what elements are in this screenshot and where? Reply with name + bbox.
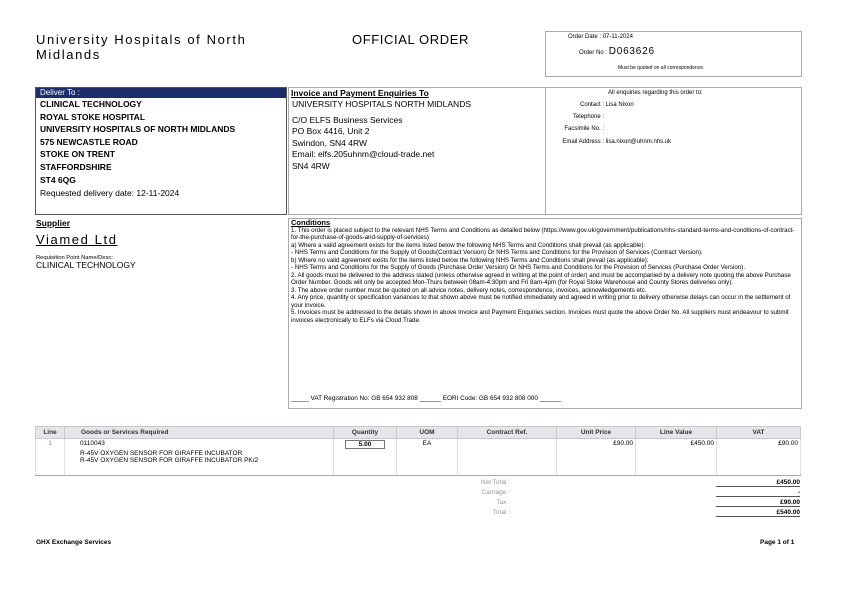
- col-vat: VAT: [717, 427, 801, 439]
- telephone-label: Telephone :: [572, 114, 604, 120]
- contact-label: Contact :: [579, 102, 604, 108]
- organisation-name: [36, 32, 246, 62]
- col-unit-price: Unit Price: [557, 427, 636, 439]
- order-date-label: Order Date :: [568, 34, 602, 40]
- fax-label: Facsimile No. :: [564, 126, 604, 132]
- table-header-row: [36, 427, 801, 439]
- contact-name: Lisa Nixon: [605, 102, 634, 108]
- table-row: [36, 439, 801, 476]
- org-line-2: Midlands: [36, 47, 101, 62]
- invoice-email: Email: elfs.205uhnm@cloud-trade.net: [292, 149, 435, 159]
- supplier-name: Viamed Ltd: [36, 232, 118, 247]
- order-number: D063626: [608, 46, 655, 57]
- conditions-heading: Conditions: [291, 218, 331, 227]
- line-value: £450.00: [636, 439, 717, 476]
- contract-ref-value: [458, 439, 557, 476]
- contact-box: [545, 87, 802, 215]
- invoice-line: Swindon, SN4 4RW: [292, 137, 367, 148]
- col-contract-ref: Contract Ref.: [458, 427, 557, 439]
- requisition-label: Requisition Point Name/Desc:: [36, 255, 114, 261]
- supplier-heading: Supplier: [36, 218, 71, 228]
- email-label: Email Address :: [562, 139, 604, 145]
- uom-value: EA: [397, 439, 458, 476]
- deliver-line: CLINICAL TECHNOLOGY: [40, 99, 142, 109]
- deliver-heading: Deliver To :: [36, 88, 286, 98]
- invoice-box: [288, 87, 546, 215]
- order-no-label: Order No :: [579, 50, 608, 56]
- conditions-box: [288, 218, 802, 409]
- deliver-line: STAFFORDSHIRE: [40, 161, 112, 172]
- invoice-line: UNIVERSITY HOSPITALS NORTH MIDLANDS: [292, 99, 472, 109]
- deliver-line: ST4 6QG: [40, 174, 76, 185]
- tax-label: Tax :: [496, 499, 510, 506]
- deliver-line: 575 NEWCASTLE ROAD: [40, 136, 138, 147]
- deliver-line: STOKE ON TRENT: [40, 149, 115, 160]
- item-description: R-45V OXYGEN SENSOR FOR GIRAFFE INCUBATOR: [80, 450, 243, 457]
- order-lines-table: [35, 426, 801, 476]
- quantity-cell: [334, 439, 397, 476]
- goods-cell: [65, 439, 334, 476]
- deliver-line: ROYAL STOKE HOSPITAL: [40, 111, 146, 122]
- footer-provider: GHX Exchange Services: [36, 539, 112, 546]
- document-title: OFFICIAL ORDER: [352, 32, 469, 47]
- requested-delivery-date: Requested delivery date: 12-11-2024: [40, 188, 180, 199]
- total-value: £540.00: [716, 509, 800, 517]
- col-goods: Goods or Services Required: [65, 427, 334, 439]
- line-number: 1: [36, 439, 65, 476]
- requisition-value: CLINICAL TECHNOLOGY: [36, 260, 136, 270]
- conditions-text: 1. This order is placed subject to the relevant NHS Terms and Conditions as detailed below (https://www.gov.uk/government/publications/nhs-standard-terms-and-conditions-of-contract-for-the-purchase-of-goods-and-supply-of-services) a) Where a valid agreement exists for the items listed below the following NHS Terms and Conditions shall prevail (as applicable): - NHS Terms and Conditions for the Supply of Goods(Contract Version) Or NHS Terms and Conditions for the Provision of Services (Contract Version). b) Where no valid agreement exists for the items listed below the following NHS Terms and Conditions shall prevail (as applicable): - NHS Terms and Conditions for the Supply of Goods (Purchase Order Version) Or NHS Terms and Conditions for the Provision of Services (Purchase Order Version). 2. All goods must be delivered to the address stated (unless otherwise agreed in writing at the point of order) and must be accompanied by a delivery note quoting the above Purchase Order Number. Goods will only be accepted Mon-Thurs between 08am-4:30pm and Fri 8am-4pm (for Royal Stoke Warehouse and County Stores deliveries only). 3. The above order number must be quoted on all advice notes, delivery notes, correspondence, invoices, acknowledgements etc. 4. Any price, quantity or specification variances to that shown above must be notified immediately and agreed in writing prior to delivery otherwise delays can occur in the settlement of your invoice. 5. Invoices must be addressed to the details shown in above Invoice and Payment Enquiries section. Invoices must quote the above Order No. All suppliers must endeavour to submit invoices electronically to ELFs via Cloud Trade.: [291, 226, 795, 324]
- page-number: Page 1 of 1: [760, 539, 795, 546]
- carriage-label: Carriage :: [481, 489, 510, 496]
- invoice-line: SN4 4RW: [292, 160, 330, 171]
- tax-value: £90.00: [716, 499, 800, 507]
- deliver-to-box: [35, 87, 287, 215]
- col-uom: UOM: [397, 427, 458, 439]
- org-line-1: University Hospitals of North: [36, 32, 247, 47]
- invoice-line: C/O ELFS Business Services: [292, 114, 403, 125]
- vat-value: £90.00: [717, 439, 801, 476]
- item-description-2: R-45V OXYGEN SENSOR FOR GIRAFFE INCUBATOR PK/2: [80, 457, 259, 464]
- unit-price-value: £90.00: [557, 439, 636, 476]
- contact-note: All enquiries regarding this order to:: [608, 90, 703, 96]
- total-label: Total :: [492, 509, 510, 516]
- quote-note: Must be quoted on all correspondence.: [618, 65, 705, 71]
- supplier-section: [36, 218, 286, 270]
- vat-registration: _____ VAT Registration No: GB 654 932 808 ______ EORI Code: GB 654 932 808 000 ______: [291, 394, 562, 402]
- order-date: 07-11-2024: [602, 34, 633, 40]
- deliver-line: UNIVERSITY HOSPITALS OF NORTH MIDLANDS: [40, 124, 236, 135]
- contact-email[interactable]: lisa.nixon@uhnm.nhs.uk: [605, 139, 672, 145]
- col-line-value: Line Value: [636, 427, 717, 439]
- quantity-value: 5.00: [345, 440, 385, 449]
- invoice-heading: Invoice and Payment Enquiries To: [291, 88, 429, 98]
- col-quantity: Quantity: [334, 427, 397, 439]
- carriage-value: -: [716, 489, 800, 497]
- net-total-label: Net Total :: [480, 479, 510, 486]
- invoice-line: PO Box 4416, Unit 2: [292, 126, 370, 136]
- order-meta-box: [545, 31, 802, 77]
- net-total-value: £450.00: [716, 479, 800, 487]
- item-code: 0110043: [80, 440, 105, 447]
- col-line: Line: [36, 427, 65, 439]
